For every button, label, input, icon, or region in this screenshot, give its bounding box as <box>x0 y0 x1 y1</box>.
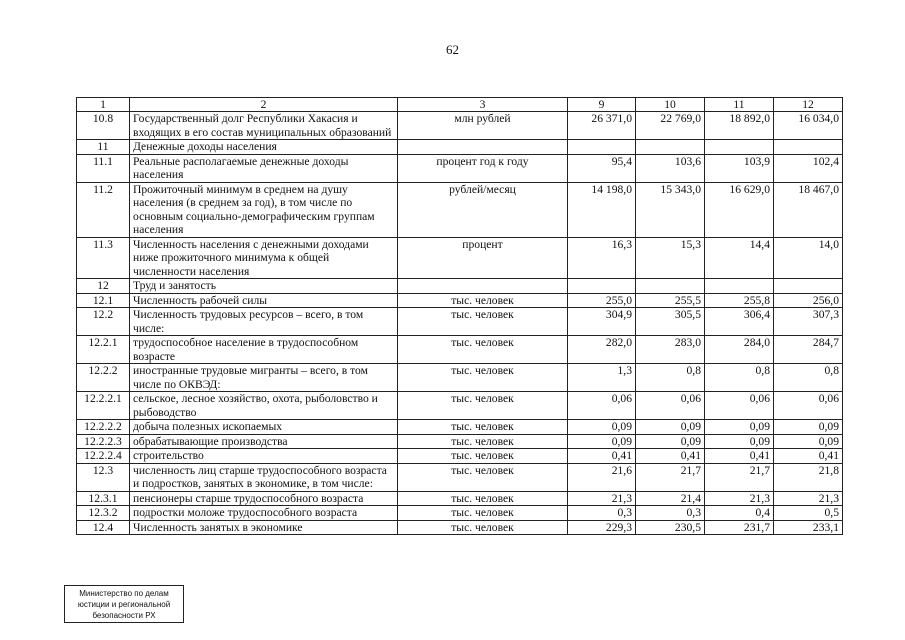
value-cell: 14,0 <box>774 237 843 279</box>
value-cell: 14 198,0 <box>568 182 636 237</box>
row-code-cell: 12.2.2.2 <box>77 420 130 435</box>
table-row <box>77 491 843 506</box>
unit-cell: тыс. человек <box>398 491 568 506</box>
statistics-table <box>76 97 843 535</box>
row-code-cell: 11.1 <box>77 154 130 182</box>
unit-cell: тыс. человек <box>398 420 568 435</box>
value-cell: 0,09 <box>568 434 636 449</box>
table-row <box>77 279 843 294</box>
row-code-cell: 12.2.1 <box>77 336 130 364</box>
value-cell: 0,8 <box>774 364 843 392</box>
row-code-cell: 12.2 <box>77 308 130 336</box>
value-cell: 21,4 <box>636 491 705 506</box>
value-cell: 16,3 <box>568 237 636 279</box>
value-cell: 21,6 <box>568 463 636 491</box>
value-cell: 103,6 <box>636 154 705 182</box>
value-cell: 103,9 <box>705 154 774 182</box>
table-row <box>77 434 843 449</box>
table-row <box>77 364 843 392</box>
stamp-line: юстиции и региональной <box>77 600 171 609</box>
value-cell: 230,5 <box>636 520 705 535</box>
value-cell: 0,3 <box>636 506 705 521</box>
value-cell: 16 034,0 <box>774 112 843 140</box>
value-cell: 0,06 <box>705 392 774 420</box>
row-code-cell: 10.8 <box>77 112 130 140</box>
table-row <box>77 237 843 279</box>
value-cell <box>636 279 705 294</box>
value-cell: 284,7 <box>774 336 843 364</box>
stamp-line: безопасности РХ <box>92 611 156 620</box>
value-cell: 0,09 <box>636 434 705 449</box>
indicator-name-cell: Численность населения с денежными доходами ниже прожиточного минимума к общей численности населения <box>130 237 398 279</box>
table-row <box>77 506 843 521</box>
table-row <box>77 154 843 182</box>
indicator-name-cell: Численность трудовых ресурсов – всего, в том числе: <box>130 308 398 336</box>
value-cell: 256,0 <box>774 293 843 308</box>
value-cell: 282,0 <box>568 336 636 364</box>
row-code-cell: 12.1 <box>77 293 130 308</box>
unit-cell: тыс. человек <box>398 463 568 491</box>
indicator-name-cell: Численность занятых в экономике <box>130 520 398 535</box>
value-cell: 1,3 <box>568 364 636 392</box>
table-row <box>77 520 843 535</box>
indicator-name-cell: сельское, лесное хозяйство, охота, рыболовство и рыбоводство <box>130 392 398 420</box>
indicator-name-cell: Численность рабочей силы <box>130 293 398 308</box>
value-cell: 16 629,0 <box>705 182 774 237</box>
table-row <box>77 336 843 364</box>
table-row <box>77 308 843 336</box>
unit-cell: тыс. человек <box>398 506 568 521</box>
indicator-name-cell: Реальные располагаемые денежные доходы населения <box>130 154 398 182</box>
value-cell: 15,3 <box>636 237 705 279</box>
value-cell <box>774 279 843 294</box>
unit-cell: тыс. человек <box>398 434 568 449</box>
indicator-name-cell: добыча полезных ископаемых <box>130 420 398 435</box>
indicator-name-cell: иностранные трудовые мигранты – всего, в том числе по ОКВЭД: <box>130 364 398 392</box>
value-cell: 22 769,0 <box>636 112 705 140</box>
value-cell: 0,4 <box>705 506 774 521</box>
value-cell: 284,0 <box>705 336 774 364</box>
unit-cell: рублей/месяц <box>398 182 568 237</box>
unit-cell: тыс. человек <box>398 449 568 464</box>
value-cell: 0,41 <box>568 449 636 464</box>
value-cell: 95,4 <box>568 154 636 182</box>
value-cell: 0,09 <box>636 420 705 435</box>
value-cell: 0,06 <box>636 392 705 420</box>
table-row <box>77 392 843 420</box>
value-cell: 231,7 <box>705 520 774 535</box>
value-cell: 0,09 <box>705 420 774 435</box>
value-cell <box>705 279 774 294</box>
value-cell <box>705 140 774 155</box>
value-cell: 21,8 <box>774 463 843 491</box>
header-cell: 11 <box>705 98 774 112</box>
indicator-name-cell: Прожиточный минимум в среднем на душу населения (в среднем за год), в том числе по основным социально-демографическим группам населения <box>130 182 398 237</box>
value-cell: 307,3 <box>774 308 843 336</box>
value-cell: 0,41 <box>636 449 705 464</box>
row-code-cell: 12 <box>77 279 130 294</box>
value-cell: 21,7 <box>636 463 705 491</box>
table-row <box>77 182 843 237</box>
value-cell: 0,3 <box>568 506 636 521</box>
header-cell: 1 <box>77 98 130 112</box>
value-cell: 0,41 <box>774 449 843 464</box>
value-cell <box>568 140 636 155</box>
header-cell: 12 <box>774 98 843 112</box>
indicator-name-cell: пенсионеры старше трудоспособного возраста <box>130 491 398 506</box>
indicator-name-cell: трудоспособное население в трудоспособном возрасте <box>130 336 398 364</box>
value-cell: 21,3 <box>774 491 843 506</box>
indicator-name-cell: Труд и занятость <box>130 279 398 294</box>
unit-cell: тыс. человек <box>398 308 568 336</box>
value-cell <box>636 140 705 155</box>
row-code-cell: 12.2.2.1 <box>77 392 130 420</box>
value-cell: 304,9 <box>568 308 636 336</box>
value-cell <box>774 140 843 155</box>
unit-cell: тыс. человек <box>398 336 568 364</box>
value-cell: 255,5 <box>636 293 705 308</box>
value-cell: 255,8 <box>705 293 774 308</box>
stamp-line: Министерство по делам <box>79 589 169 598</box>
table-row <box>77 140 843 155</box>
table-row <box>77 293 843 308</box>
unit-cell: млн рублей <box>398 112 568 140</box>
value-cell: 15 343,0 <box>636 182 705 237</box>
value-cell: 283,0 <box>636 336 705 364</box>
indicator-name-cell: обрабатывающие производства <box>130 434 398 449</box>
stamp <box>64 585 184 623</box>
row-code-cell: 12.2.2 <box>77 364 130 392</box>
value-cell: 18 467,0 <box>774 182 843 237</box>
row-code-cell: 12.3.1 <box>77 491 130 506</box>
row-code-cell: 11.3 <box>77 237 130 279</box>
value-cell: 21,3 <box>568 491 636 506</box>
row-code-cell: 11 <box>77 140 130 155</box>
value-cell: 0,09 <box>774 420 843 435</box>
value-cell: 305,5 <box>636 308 705 336</box>
table-row <box>77 420 843 435</box>
row-code-cell: 12.4 <box>77 520 130 535</box>
indicator-name-cell: численность лиц старше трудоспособного возраста и подростков, занятых в экономике, в том числе: <box>130 463 398 491</box>
row-code-cell: 12.2.2.4 <box>77 449 130 464</box>
value-cell: 21,7 <box>705 463 774 491</box>
row-code-cell: 11.2 <box>77 182 130 237</box>
value-cell: 0,06 <box>568 392 636 420</box>
header-cell: 3 <box>398 98 568 112</box>
value-cell: 0,5 <box>774 506 843 521</box>
value-cell: 0,41 <box>705 449 774 464</box>
value-cell: 21,3 <box>705 491 774 506</box>
value-cell: 14,4 <box>705 237 774 279</box>
unit-cell: процент год к году <box>398 154 568 182</box>
header-cell: 9 <box>568 98 636 112</box>
value-cell: 0,06 <box>774 392 843 420</box>
indicator-name-cell: подростки моложе трудоспособного возраста <box>130 506 398 521</box>
row-code-cell: 12.2.2.3 <box>77 434 130 449</box>
value-cell: 306,4 <box>705 308 774 336</box>
unit-cell: тыс. человек <box>398 293 568 308</box>
value-cell: 0,09 <box>568 420 636 435</box>
unit-cell <box>398 279 568 294</box>
value-cell: 0,09 <box>705 434 774 449</box>
value-cell: 233,1 <box>774 520 843 535</box>
indicator-name-cell: строительство <box>130 449 398 464</box>
header-row <box>77 98 843 112</box>
row-code-cell: 12.3 <box>77 463 130 491</box>
table-row <box>77 112 843 140</box>
table-row <box>77 463 843 491</box>
value-cell: 0,09 <box>774 434 843 449</box>
unit-cell <box>398 140 568 155</box>
unit-cell: тыс. человек <box>398 364 568 392</box>
value-cell: 0,8 <box>636 364 705 392</box>
unit-cell: тыс. человек <box>398 392 568 420</box>
table-row <box>77 449 843 464</box>
value-cell: 229,3 <box>568 520 636 535</box>
header-cell: 2 <box>130 98 398 112</box>
row-code-cell: 12.3.2 <box>77 506 130 521</box>
value-cell: 102,4 <box>774 154 843 182</box>
value-cell: 255,0 <box>568 293 636 308</box>
unit-cell: тыс. человек <box>398 520 568 535</box>
header-cell: 10 <box>636 98 705 112</box>
indicator-name-cell: Государственный долг Республики Хакасия и входящих в его состав муниципальных образований <box>130 112 398 140</box>
value-cell: 18 892,0 <box>705 112 774 140</box>
indicator-name-cell: Денежные доходы населения <box>130 140 398 155</box>
unit-cell: процент <box>398 237 568 279</box>
value-cell <box>568 279 636 294</box>
value-cell: 26 371,0 <box>568 112 636 140</box>
value-cell: 0,8 <box>705 364 774 392</box>
page-number: 62 <box>446 42 459 57</box>
